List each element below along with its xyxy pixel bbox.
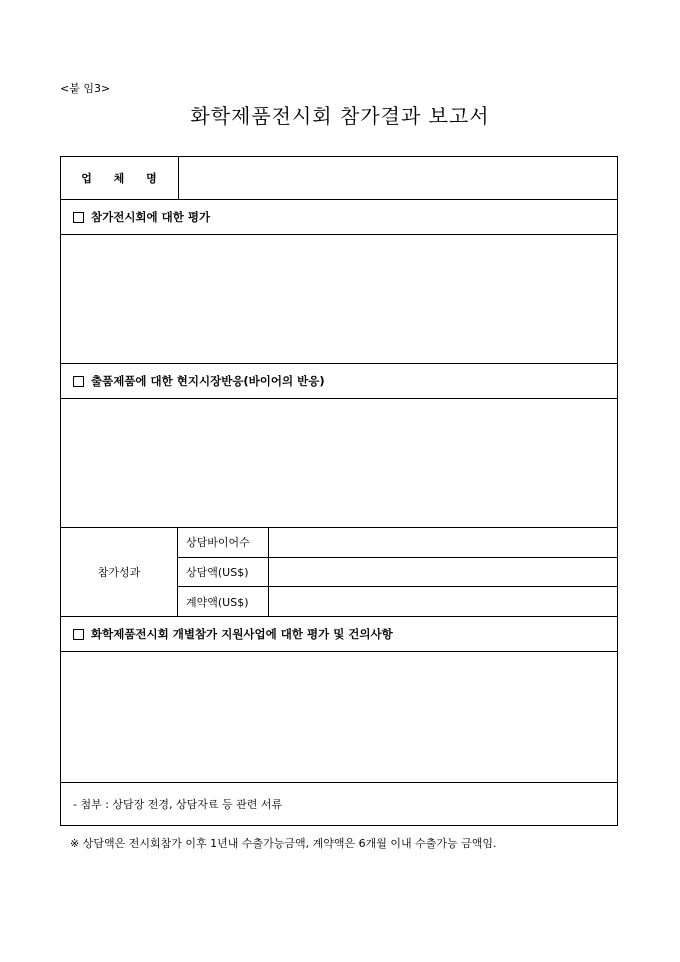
checkbox-icon xyxy=(73,212,84,223)
buyers-count-label: 상담바이어수 xyxy=(178,528,269,557)
buyers-count-row xyxy=(178,528,617,558)
section-market-reaction-title: 출품제품에 대한 현지시장반응(바이어의 반응) xyxy=(91,374,325,388)
section-support-program-header xyxy=(61,617,617,652)
contract-amount-field[interactable] xyxy=(269,587,617,616)
section-market-reaction-header xyxy=(61,364,617,399)
section-support-program-title: 화학제품전시회 개별참가 지원사업에 대한 평가 및 건의사항 xyxy=(91,627,393,641)
consultation-amount-label: 상담액(US$) xyxy=(178,558,269,587)
company-name-field[interactable] xyxy=(179,157,617,199)
attachment-label: <붙 임3> xyxy=(60,82,111,95)
footnote: ※ 상담액은 전시회참가 이후 1년내 수출가능금액, 계약액은 6개월 이내 수출가능 금액임. xyxy=(70,837,497,850)
checkbox-icon xyxy=(73,629,84,640)
exhibition-evaluation-field[interactable] xyxy=(61,235,617,364)
company-name-label: 업 체 명 xyxy=(61,157,179,199)
attachments-note: - 첨부 : 상담장 전경, 상담자료 등 관련 서류 xyxy=(73,798,283,811)
participation-results-grid xyxy=(178,528,617,616)
consultation-amount-row xyxy=(178,558,617,588)
section-exhibition-evaluation-title: 참가전시회에 대한 평가 xyxy=(91,210,211,224)
report-form xyxy=(60,156,618,826)
section-exhibition-evaluation-header xyxy=(61,200,617,235)
consultation-amount-field[interactable] xyxy=(269,558,617,587)
participation-results xyxy=(61,528,617,617)
participation-results-label: 참가성과 xyxy=(61,528,178,616)
company-row xyxy=(61,157,617,200)
page-title: 화학제품전시회 참가결과 보고서 xyxy=(190,104,490,128)
buyers-count-field[interactable] xyxy=(269,528,617,557)
checkbox-icon xyxy=(73,376,84,387)
market-reaction-field[interactable] xyxy=(61,399,617,528)
contract-amount-row xyxy=(178,587,617,616)
support-program-feedback-field[interactable] xyxy=(61,652,617,783)
contract-amount-label: 계약액(US$) xyxy=(178,587,269,616)
